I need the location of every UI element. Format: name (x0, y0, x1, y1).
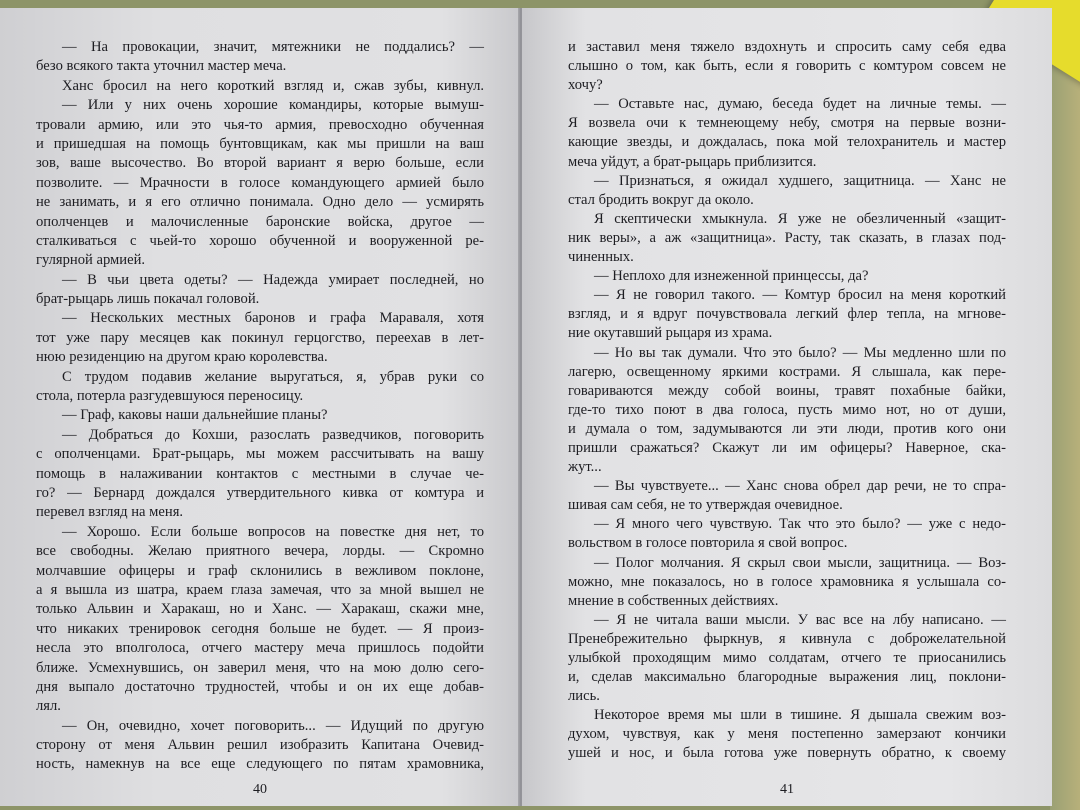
text-line: ушей и нос, и была готова уже повернуть обратно, к своему (568, 745, 1006, 762)
text-line: духом, чувствуя, как у меня постепенно замерзают кончики (568, 726, 1006, 743)
right-page (522, 8, 1052, 806)
text-line: ность, намекнув на все еще следующего по пятам храмовника, (36, 756, 484, 773)
text-line: — Он, очевидно, хочет поговорить... — Идущий по другую (62, 717, 484, 734)
text-line: пришли сражаться? Скажут ли им офицеры? Наверное, ска- (568, 439, 1006, 456)
text-line: сталкиваться с чьей-то хорошо обученной и вооруженной ре- (36, 232, 484, 249)
text-line: — Полог молчания. Я скрыл свои мысли, защитница. — Воз- (594, 554, 1006, 571)
text-line: мнение в собственных действиях. (568, 592, 779, 609)
text-line: — Я много чего чувствую. Так что это было? — уже с недо- (594, 516, 1006, 533)
text-line: шивая сам себя, не то утверждая очевидное. (568, 497, 843, 514)
text-line: брат-рыцарь лишь покачал головой. (36, 291, 260, 308)
text-line: — Граф, каковы наши дальнейшие планы? (62, 407, 328, 424)
text-line: сторону от меня Альвин решил изобразить Капитана Очевид- (36, 737, 484, 754)
text-line: нюю резиденцию на другом краю королевства. (36, 349, 328, 366)
text-line: — В чьи цвета одеты? — Надежда умирает последней, но (62, 271, 484, 288)
text-line: помощь в налаживании контактов с местными в случае че- (36, 465, 484, 482)
text-line: Некоторое время мы шли в тишине. Я дышала свежим воз- (594, 707, 1006, 724)
text-line: взгляд, и я вдруг почувствовала легкий флер тепла, на мгнове- (568, 306, 1006, 323)
text-line: С трудом подавив желание выругаться, я, убрав руки со (62, 368, 484, 385)
text-line: зов, ваше высочество. Во второй вариант я верю больше, если (36, 155, 484, 172)
text-line: можно, мне показалось, но в голосе храмовника я услышала со- (568, 573, 1006, 590)
text-line: лял. (36, 698, 61, 715)
text-line: только Альвин и Харакаш, но и Ханс. — Харакаш, скажи мне, (36, 601, 484, 618)
text-line: го? — Бернард дождался утвердительного кивка от комтура и (36, 484, 484, 501)
text-line: кающие звезды, и дождалась, пока мой телохранитель и мастер (568, 134, 1006, 151)
text-line: что никаких тренировок сегодня больше не будет. — Я произ- (36, 620, 484, 637)
text-line: — Добраться до Кохши, разослать разведчиков, поговорить (62, 426, 484, 443)
text-line: не занимать, и я его отлично понимала. Одно дело — усмирять (36, 194, 484, 211)
text-line: — Но вы так думали. Что это было? — Мы медленно шли по (594, 344, 1006, 361)
text-line: слышно о том, как быть, если я говорить с комтуром совсем не (568, 58, 1006, 75)
text-line: молчавшие офицеры и граф склонились в вежливом поклоне, (36, 562, 484, 579)
text-line: — На провокации, значит, мятежники не поддались? — (62, 39, 484, 55)
left-page-number: 40 (253, 782, 267, 797)
text-line: позволите. — Мрачности в голосе командующего армией было (36, 174, 484, 191)
text-line: говариваются между собой воины, травят похабные байки, (568, 382, 1006, 399)
text-line: тровали армию, или это чья-то армия, превосходно обученная (36, 116, 484, 133)
text-line: Я возвела очи к темнеющему небу, смотря на первые возни- (568, 115, 1006, 132)
text-line: и, сделав максимально благородные выражения лиц, поклони- (568, 669, 1006, 686)
text-line: ние окутавший рыцаря из храма. (568, 325, 773, 342)
text-line: — Я не читала ваши мысли. У вас все на лбу написано. — (594, 611, 1006, 628)
text-line: ник веры», а аж «защитница». Расту, так сказать, в глазах под- (568, 229, 1006, 246)
left-page-text (36, 38, 484, 775)
text-line: ближе. Усмехнувшись, он заверил меня, что на мою долю сего- (36, 659, 484, 676)
text-line: — Хорошо. Если больше вопросов на повестке дня нет, то (62, 523, 484, 540)
text-line: хочу? (568, 77, 603, 94)
text-line: Пренебрежительно фыркнув, я кивнула с доброжелательной (568, 630, 1006, 647)
text-line: с ополченцами. Брат-рыцарь, мы можем рассчитывать на вашу (36, 446, 484, 463)
text-line: тот уже пару месяцев как покинул герцогство, переехав в лет- (36, 329, 484, 346)
text-line: Я скептически хмыкнула. Я уже не обезличенный «защит- (594, 210, 1006, 227)
right-page-number: 41 (780, 782, 794, 797)
text-line: — Нескольких местных баронов и графа Мараваля, хотя (62, 310, 484, 327)
text-line: жут... (568, 459, 602, 476)
text-line: лагерю, освещенному яркими кострами. Я слышала, как пере- (568, 363, 1006, 380)
text-line: — Или у них очень хорошие командиры, которые вымуш- (62, 97, 484, 114)
text-line: несла это вполголоса, отчего мастеру меча пришлось подойти (36, 640, 484, 657)
text-line: а я вышла из шатра, краем глаза замечая, что за мной вышел не (36, 581, 484, 598)
left-page (0, 8, 520, 806)
text-line: — Вы чувствуете... — Ханс снова обрел дар речи, не то спра- (594, 478, 1006, 495)
text-line: — Признаться, я ожидал худшего, защитница. — Ханс не (594, 172, 1006, 189)
text-line: стола, потерла разгудевшуюся переносицу. (36, 388, 304, 405)
text-line: улыбкой проходящим мимо солдатам, отчего те приосанились (568, 650, 1006, 666)
text-line: все свободны. Желаю приятного вечера, лорды. — Скромно (36, 543, 484, 560)
text-line: Ханс бросил на него короткий взгляд и, сжав зубы, кивнул. (62, 77, 484, 94)
text-line: где-то тихо поют в два голоса, пусть мимо нот, но от души, (568, 401, 1006, 418)
text-line: лись. (568, 688, 600, 705)
right-page-text (568, 38, 1006, 764)
text-line: чиненных. (568, 249, 634, 266)
text-line: и пришедшая на помощь бунтовщикам, как мы пришли на ваш (36, 135, 484, 152)
text-line: стал бродить вокруг да около. (568, 191, 754, 208)
text-line: перевел взгляд на меня. (36, 504, 184, 521)
text-line: — Неплохо для изнеженной принцессы, да? (594, 268, 869, 285)
text-line: и заставил меня тяжело вздохнуть и спросить саму себя едва (568, 39, 1006, 55)
text-line: безо всякого такта уточнил мастер меча. (36, 58, 287, 75)
text-line: меча уйдут, а брат-рыцарь приблизится. (568, 153, 817, 170)
text-line: — Я не говорил такого. — Комтур бросил на меня короткий (594, 287, 1006, 304)
text-line: дня выпало достаточно трудностей, чтобы и он их еще добав- (36, 678, 484, 695)
table-background (1050, 0, 1080, 810)
text-line: ополченцев и малочисленные баронские войска, другое — (36, 213, 484, 230)
text-line: — Оставьте нас, думаю, беседа будет на личные темы. — (594, 96, 1006, 113)
text-line: и думала о том, задумываются ли эти люди, против кого они (568, 420, 1006, 437)
text-line: гулярной армией. (36, 252, 146, 269)
text-line: вольством в голосе повторила я свой вопрос. (568, 535, 848, 552)
